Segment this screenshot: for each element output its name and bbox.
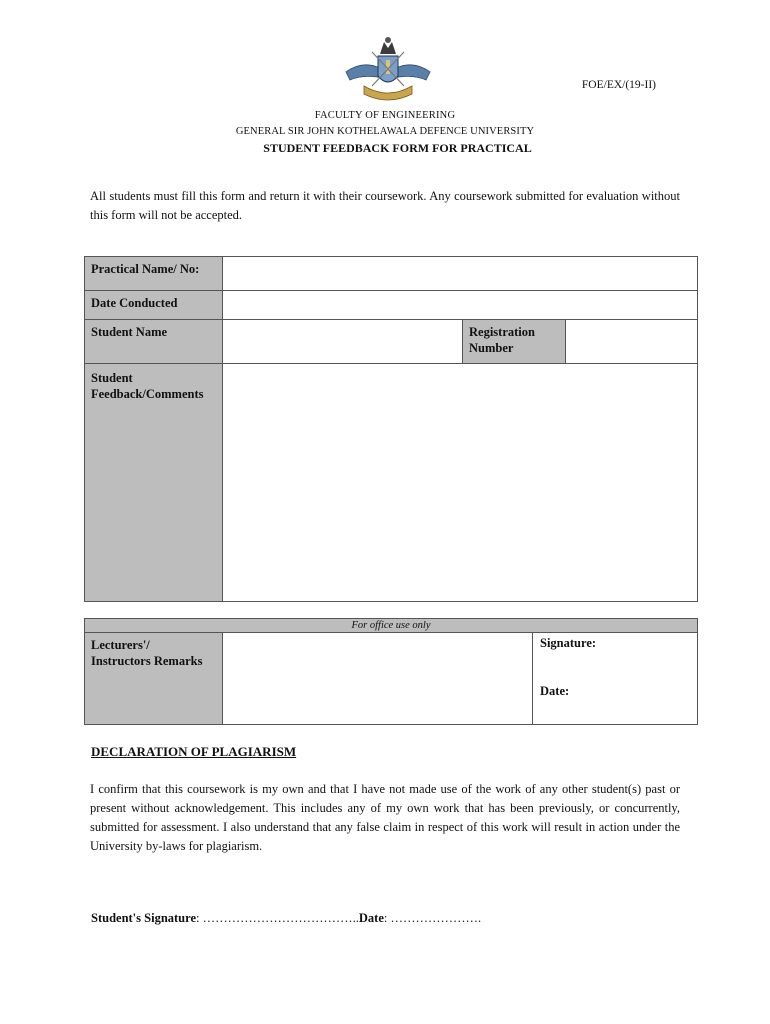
feedback-label-cell	[84, 363, 223, 602]
office-date-label: Date:	[540, 684, 570, 698]
student-name-label-cell	[84, 319, 223, 364]
student-name-label: Student Name	[91, 325, 168, 339]
declaration-date-dots[interactable]: : ………………….	[383, 911, 482, 925]
registration-number-field[interactable]	[565, 319, 698, 364]
remarks-label-line1: Lecturers'/	[91, 638, 150, 652]
university-name: GENERAL SIR JOHN KOTHELAWALA DEFENCE UNIVERSITY	[235, 126, 535, 137]
feedback-comments-field[interactable]	[222, 363, 698, 602]
registration-number-label-cell	[462, 319, 566, 364]
declaration-text: I confirm that this coursework is my own and that I have not made use of the work of any other student(s) past or present without acknowledgement. This includes any of my own work that has been previously, or concurrently, submitted for assessment. I also understand that any false claim in respect of this work will result in action under the University by-laws for plagiarism.	[90, 782, 680, 853]
office-use-banner	[84, 618, 698, 633]
instructions-text: All students must fill this form and return it with their coursework. Any coursework submitted for evaluation without this form will not be accepted.	[90, 189, 680, 222]
office-use-text: For office use only	[351, 620, 431, 631]
signature-label: Signature:	[540, 636, 597, 650]
registration-label-line1: Registration	[469, 325, 535, 339]
feedback-label-line2: Feedback/Comments	[91, 387, 204, 401]
declaration-date-label: Date	[358, 911, 384, 925]
practical-name-label: Practical Name/ No:	[91, 262, 200, 276]
feedback-label-line1: Student	[91, 371, 133, 385]
date-conducted-field[interactable]	[222, 290, 698, 320]
practical-name-label-cell	[84, 256, 223, 291]
faculty-name: FACULTY OF ENGINEERING	[314, 110, 456, 121]
remarks-field[interactable]	[222, 632, 533, 725]
student-signature-line	[91, 911, 481, 926]
declaration-heading: DECLARATION OF PLAGIARISM	[91, 744, 297, 759]
signature-date-cell[interactable]	[532, 632, 698, 725]
student-signature-label: Student's Signature	[91, 911, 197, 925]
registration-label-line2: Number	[469, 341, 514, 355]
student-name-field[interactable]	[222, 319, 463, 364]
university-crest-logo	[342, 34, 434, 104]
remarks-label-line2: Instructors Remarks	[91, 654, 203, 668]
date-conducted-label: Date Conducted	[91, 296, 178, 310]
practical-name-field[interactable]	[222, 256, 698, 291]
date-conducted-label-cell	[84, 290, 223, 320]
remarks-label-cell	[84, 632, 223, 725]
page-title: STUDENT FEEDBACK FORM FOR PRACTICAL	[263, 141, 532, 155]
student-signature-dots[interactable]: : ………………………………..	[196, 911, 359, 925]
form-code: FOE/EX/(19-II)	[581, 79, 656, 91]
